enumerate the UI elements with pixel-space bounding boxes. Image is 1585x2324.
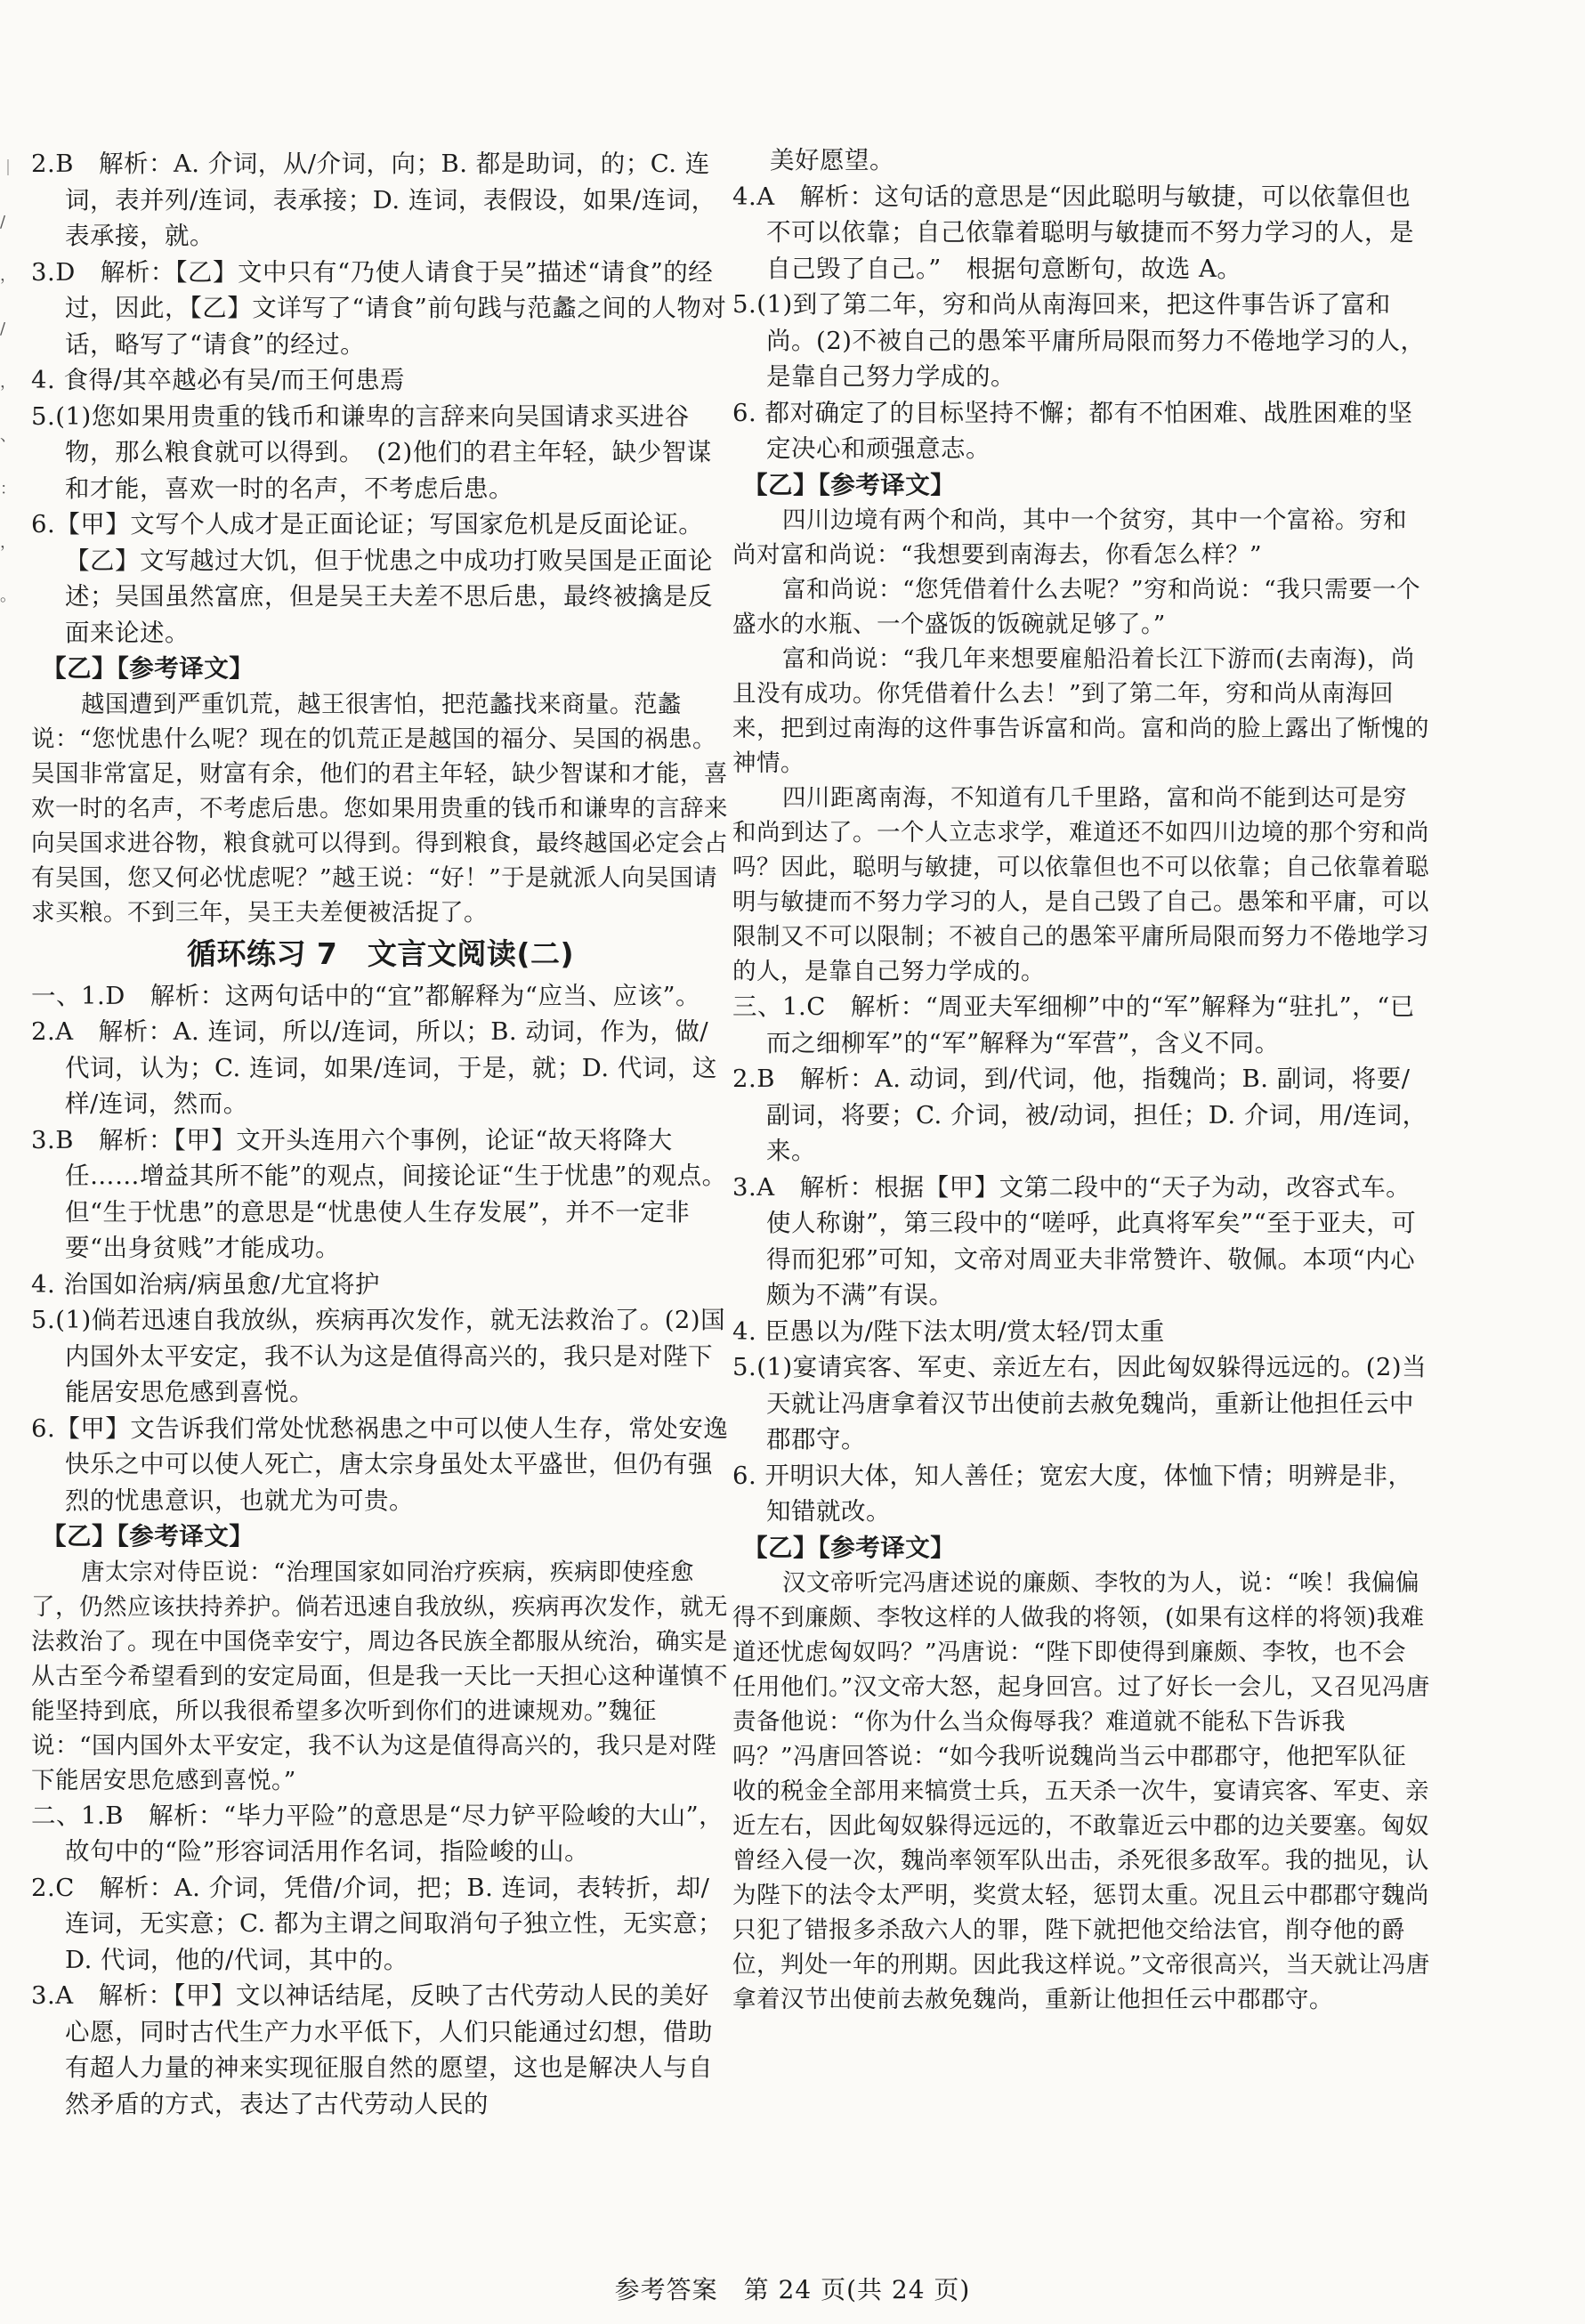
answer-item: 二、1.B 解析：“毕力平险”的意思是“尽力铲平险峻的大山”，故句中的“险”形容词活用作名词，指险峻的山。: [31, 1801, 724, 1866]
answer-item: 3.B 解析：【甲】文开头连用六个事例，论证“故天将降大任……增益其所不能”的观点，间接论证“生于忧患”的观点。但“生于忧患”的意思是“忧患使人生存发展”，并不一定非要“出身贫贱”才能成功。: [31, 1125, 727, 1262]
answer-item: 4.A 解析：这句话的意思是“因此聪明与敏捷，可以依靠但也不可以依靠；自己依靠着聪明与敏捷而不努力学习的人，是自己毁了自己。” 根据句意断句，故选 A。: [732, 182, 1414, 283]
translation-heading: 【乙】【参考译文】: [743, 1533, 956, 1562]
answer-item: 3.A 解析：根据【甲】文第二段中的“天子为动，改容式车。使人称谢”，第三段中的“嗟呼，此真将军矣”“至于亚夫，可得而犯邪”可知，文帝对周亚夫非常赞许、敬佩。本项“内心颇为不满”有误。: [732, 1172, 1417, 1309]
section-title: 循环练习 7 文言文阅读(二): [186, 935, 575, 971]
answer-item: 3.A 解析：【甲】文以神话结尾，反映了古代劳动人民的美好心愿，同时古代生产力水平低下，人们只能通过幻想，借助有超人力量的神来实现征服自然的愿望，这也是解决人与自然矛盾的方式，表达了古代劳动人民的: [31, 1981, 713, 2118]
answer-item: 4. 食得/其卒越必有吴/而王何患焉: [31, 366, 406, 394]
answer-item: 5.(1)您如果用贵重的钱币和谦卑的言辞来向吴国请求买进谷物，那么粮食就可以得到。 (2)他们的君主年轻，缺少智谋和才能，喜欢一时的名声，不考虑后患。: [31, 401, 712, 503]
translation-paragraph: 四川距离南海，不知道有几千里路，富和尚不能到达可是穷和尚到达了。一个人立志求学，难道还不如四川边境的那个穷和尚吗？因此，聪明与敏捷，可以依靠但也不可以依靠；自己依靠着聪明与敏捷而不努力学习的人，是自己毁了自己。愚笨和平庸，可以限制又不可以限制；不被自己的愚笨平庸所局限而努力不倦地学习的人，是靠自己努力学成的。: [732, 784, 1429, 985]
answer-item: 三、1.C 解析：“周亚夫军细柳”中的“军”解释为“驻扎”，“已而之细柳军”的“军”解释为“军营”，含义不同。: [732, 992, 1415, 1057]
translation-paragraph: 唐太宗对侍臣说：“治理国家如同治疗疾病，疾病即使痊愈了，仍然应该扶持养护。倘若迅速自我放纵，疾病再次发作，就无法救治了。现在中国侥幸安宁，周边各民族全都服从统治，确实是从古至今希望看到的安定局面，但是我一天比一天担心这种谨慎不能坚持到底，所以我很希望多次听到你们的进谏规劝。”魏征说：“国内国外太平安定，我不认为这是值得高兴的，我只是对陛下能居安思危感到喜悦。”: [31, 1558, 728, 1794]
answer-item: 6.【甲】文告诉我们常处忧愁祸患之中可以使人生存，常处安逸快乐之中可以使人死亡，唐太宗身虽处太平盛世，但仍有强烈的忧患意识，也就尤为可贵。: [31, 1413, 729, 1515]
answer-item: 4. 臣愚以为/陛下法太明/赏太轻/罚太重: [732, 1316, 1165, 1346]
page-footer: 参考答案 第 24 页(共 24 页): [614, 2275, 971, 2304]
answer-item: 2.B 解析：A. 动词，到/代词，他，指魏尚；B. 副词，将要/副词，将要；C. 介词，被/动词，担任；D. 介词，用/连词，来。: [732, 1065, 1427, 1165]
translation-paragraph: 越国遭到严重饥荒，越王很害怕，把范蠡找来商量。范蠡说：“您忧患什么呢？现在的饥荒正是越国的福分、吴国的祸患。吴国非常富足，财富有余，他们的君主年轻，缺少智谋和才能，喜欢一时的名声，不考虑后患。您如果用贵重的钱币和谦卑的言辞来向吴国求进谷物，粮食就可以得到。得到粮食，最终越国必定会占有吴国，您又何必忧虑呢？”越王说：“好！”于是就派人向吴国请求买粮。不到三年，吴王夫差便被活捉了。: [31, 690, 728, 927]
answer-item: 5.(1)倘若迅速自我放纵，疾病再次发作，就无法救治了。(2)国内国外太平安定，我不认为这是值得高兴的，我只是对陛下能居安思危感到喜悦。: [31, 1306, 726, 1406]
answer-item: 2.A 解析：A. 连词，所以/连词，所以；B. 动词，作为，做/代词，认为；C. 连词，如果/连词，于是，就；D. 代词，这样/连词，然而。: [31, 1017, 717, 1118]
translation-paragraph: 富和尚说：“您凭借着什么去呢？”穷和尚说：“我只需要一个盛水的水瓶、一个盛饭的饭碗就足够了。”: [732, 576, 1421, 638]
answer-item: 6. 开明识大体，知人善任；宽宏大度，体恤下情；明辨是非，知错就改。: [732, 1461, 1413, 1526]
answer-item: 一、1.D 解析：这两句话中的“宜”都解释为“应当、应该”。: [31, 981, 701, 1010]
answer-item: 4. 治国如治病/病虽愈/尤宜将护: [31, 1269, 381, 1299]
right-column: [732, 142, 1430, 2017]
answer-item: 3.D 解析：【乙】文中只有“乃使人请食于吴”描述“请食”的经过，因此，【乙】文详写了“请食”前句践与范蠡之间的人物对话，略写了“请食”的经过。: [31, 257, 727, 359]
answer-item: 6.【甲】文写个人成才是正面论证；写国家危机是反面论证。【乙】文写越过大饥，但于忧患之中成功打败吴国是正面论述；吴国虽然富庶，但是吴王夫差不思后患，最终被擒是反面来论述。: [31, 510, 713, 647]
translation-heading: 【乙】【参考译文】: [743, 470, 956, 499]
left-column: [31, 146, 730, 2122]
answer-item: 美好愿望。: [770, 146, 894, 174]
binding-edge-marks: ｜ / ， / ， 、 ： ， 。: [0, 159, 16, 605]
translation-paragraph: 富和尚说：“我几年来想要雇船沿着长江下游而(去南海)，尚且没有成功。你凭借着什么去！”到了第二年，穷和尚从南海回来，把到过南海的这件事告诉富和尚。富和尚的脸上露出了惭愧的神情。: [732, 645, 1429, 777]
translation-heading: 【乙】【参考译文】: [42, 654, 255, 683]
answer-item: 2.C 解析：A. 介词，凭借/介词，把；B. 连词，表转折，却/连词，无实意；C. 都为主谓之间取消句子独立性，无实意；D. 代词，他的/代词，其中的。: [31, 1873, 724, 1974]
answer-item: 5.(1)到了第二年，穷和尚从南海回来，把这件事告诉了富和尚。(2)不被自己的愚笨平庸所局限而努力不倦地学习的人，是靠自己努力学成的。: [732, 290, 1426, 391]
answer-item: 5.(1)宴请宾客、军吏、亲近左右，因此匈奴躲得远远的。(2)当天就让冯唐拿着汉节出使前去赦免魏尚，重新让他担任云中郡郡守。: [732, 1353, 1427, 1454]
translation-heading: 【乙】【参考译文】: [42, 1522, 255, 1551]
answer-item: 6. 都对确定了的目标坚持不懈；都有不怕困难、战胜困难的坚定决心和顽强意志。: [732, 398, 1413, 463]
answer-item: 2.B 解析：A. 介词，从/介词，向；B. 都是助词，的；C. 连词，表并列/连词，表承接；D. 连词，表假设，如果/连词，表承接，就。: [31, 150, 716, 250]
translation-paragraph: 汉文帝听完冯唐述说的廉颇、李牧的为人，说：“唉！我偏偏得不到廉颇、李牧这样的人做我的将领，(如果有这样的将领)我难道还忧虑匈奴吗？”冯唐说：“陛下即使得到廉颇、李牧，也不会任用他们。”汉文帝大怒，起身回宫。过了好长一会儿，又召见冯唐责备他说：“你为什么当众侮辱我？难道就不能私下告诉我吗？”冯唐回答说：“如今我听说魏尚当云中郡郡守，他把军队征收的税金全部用来犒赏士兵，五天杀一次牛，宴请宾客、军吏、亲近左右，因此匈奴躲得远远的，不敢靠近云中郡的边关要塞。匈奴曾经入侵一次，魏尚率领军队出击，杀死很多敌军。我的拙见，认为陛下的法令太严明，奖赏太轻，惩罚太重。况且云中郡郡守魏尚只犯了错报多杀敌六人的罪，陛下就把他交给法官，削夺他的爵位，判处一年的刑期。因此我这样说。”文帝很高兴，当天就让冯唐拿着汉节出使前去赦免魏尚，重新让他担任云中郡郡守。: [732, 1569, 1430, 2013]
translation-paragraph: 四川边境有两个和尚，其中一个贫穷，其中一个富裕。穷和尚对富和尚说：“我想要到南海去，你看怎么样？”: [732, 506, 1407, 569]
